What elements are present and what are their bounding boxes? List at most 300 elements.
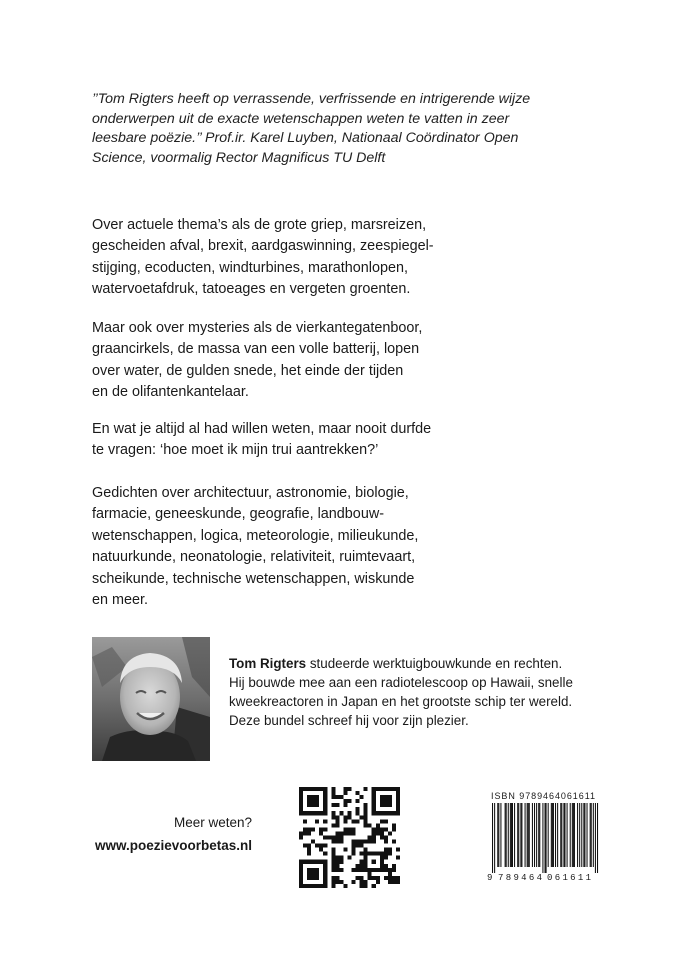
qr-module (311, 876, 315, 880)
qr-module (380, 831, 384, 835)
qr-module (392, 864, 396, 868)
qr-module (364, 823, 368, 827)
qr-module (396, 795, 400, 799)
qr-module (319, 787, 323, 791)
paragraph-line: en de olifantenkantelaar. (92, 384, 249, 401)
qr-module (392, 840, 396, 844)
paragraph-line: En wat je altijd al had willen weten, maar nooit durfde (92, 421, 432, 437)
quote-line: leesbare poëzie.’’ Prof.ir. Karel Luyben, Nationaal Coördinator Open (92, 130, 519, 147)
barcode-digits-middle: 789464 (498, 873, 542, 882)
qr-module (376, 876, 380, 880)
qr-module (380, 856, 384, 860)
qr-module (315, 803, 319, 807)
subjects-paragraph (92, 483, 562, 611)
qr-module (364, 860, 368, 864)
qr-module (352, 840, 356, 844)
qr-module (343, 815, 347, 819)
qr-module (299, 831, 303, 835)
barcode-bar (545, 803, 546, 873)
qr-module (319, 860, 323, 864)
qr-module (319, 848, 323, 852)
qr-module (323, 791, 327, 795)
qr-module (331, 864, 335, 868)
qr-module (356, 799, 360, 803)
qr-module (360, 844, 364, 848)
qr-module (303, 831, 307, 835)
barcode-bar (500, 803, 501, 867)
paragraph-line: wetenschappen, logica, meteorologie, milieukunde, (92, 527, 419, 544)
barcode-bar (572, 803, 573, 867)
qr-module (352, 819, 356, 823)
barcode-bar (597, 803, 598, 873)
qr-module (303, 860, 307, 864)
qr-module (315, 844, 319, 848)
qr-module (372, 803, 376, 807)
qr-module (299, 868, 303, 872)
qr-module (343, 848, 347, 852)
qr-module (376, 811, 380, 815)
qr-module (299, 884, 303, 888)
barcode-bar (536, 803, 537, 867)
qr-module (364, 819, 368, 823)
qr-module (307, 844, 311, 848)
qr-module (364, 868, 368, 872)
qr-module (303, 827, 307, 831)
qr-module (339, 880, 343, 884)
qr-module (388, 831, 392, 835)
qr-module (323, 827, 327, 831)
qr-module (315, 872, 319, 876)
barcode-bar (591, 803, 592, 867)
qr-module (392, 868, 396, 872)
qr-module (347, 827, 351, 831)
qr-module (384, 827, 388, 831)
qr-module (311, 795, 315, 799)
barcode-bar (521, 803, 522, 867)
qr-module (319, 827, 323, 831)
bio-line (229, 654, 629, 673)
qr-module (364, 815, 368, 819)
qr-module (364, 852, 368, 856)
qr-module (380, 868, 384, 872)
qr-module (360, 795, 364, 799)
qr-module (384, 840, 388, 844)
qr-module (356, 819, 360, 823)
qr-module (396, 880, 400, 884)
barcode-bar (525, 803, 526, 867)
barcode-bar (542, 803, 543, 873)
qr-module (311, 811, 315, 815)
qr-module (396, 876, 400, 880)
qr-module (331, 848, 335, 852)
qr-module (323, 876, 327, 880)
qr-module (307, 799, 311, 803)
qr-module (392, 787, 396, 791)
qr-module (331, 856, 335, 860)
qr-module (396, 856, 400, 860)
qr-module (372, 884, 376, 888)
qr-module (335, 860, 339, 864)
qr-module (315, 860, 319, 864)
barcode-bar (593, 803, 594, 867)
qr-module (299, 872, 303, 876)
qr-module (376, 868, 380, 872)
qr-module (311, 884, 315, 888)
qr-module (343, 791, 347, 795)
paragraph-line: gescheiden afval, brexit, aardgaswinning, zeespiegel- (92, 238, 434, 255)
barcode-bar (527, 803, 528, 867)
isbn-label: ISBN 9789464061611 (491, 791, 595, 801)
barcode-bar (577, 803, 578, 867)
qr-module (335, 823, 339, 827)
qr-module (339, 835, 343, 839)
qr-module (352, 852, 356, 856)
qr-module (360, 840, 364, 844)
qr-module (392, 823, 396, 827)
qr-module (335, 831, 339, 835)
qr-module (323, 884, 327, 888)
qr-module (388, 868, 392, 872)
qr-module (339, 840, 343, 844)
barcode-bar (506, 803, 507, 867)
quote-line: onderwerpen uit de exacte wetenschappen weten te vatten in zeer (92, 110, 510, 127)
barcode-bar (552, 803, 553, 867)
qr-module (319, 884, 323, 888)
qr-module (335, 876, 339, 880)
qr-module (384, 811, 388, 815)
barcode-bar (510, 803, 511, 867)
qr-module (323, 803, 327, 807)
qr-module (368, 852, 372, 856)
qr-module (376, 827, 380, 831)
qr-module (327, 835, 331, 839)
paragraph-line: scheikunde, technische wetenschappen, wiskunde (92, 570, 415, 587)
qr-module (343, 884, 347, 888)
qr-module (352, 868, 356, 872)
isbn-barcode (484, 790, 602, 882)
qr-module (303, 811, 307, 815)
barcode-bar (587, 803, 588, 867)
qr-module (323, 860, 327, 864)
qr-module (343, 819, 347, 823)
qr-module (335, 868, 339, 872)
qr-module (331, 884, 335, 888)
qr-module (299, 807, 303, 811)
qr-module (331, 815, 335, 819)
qr-module (307, 795, 311, 799)
qr-module (335, 835, 339, 839)
qr-module (368, 872, 372, 876)
qr-module (384, 864, 388, 868)
qr-module (303, 884, 307, 888)
qr-module (299, 835, 303, 839)
qr-module (315, 811, 319, 815)
author-name: Tom Rigters (229, 656, 307, 671)
barcode-bar (551, 803, 552, 867)
barcode-bar (529, 803, 530, 867)
qr-module (307, 787, 311, 791)
barcode-digit-left: 9 (487, 873, 493, 882)
qr-module (356, 811, 360, 815)
qr-module (356, 864, 360, 868)
barcode-bar (498, 803, 499, 867)
qr-module (376, 831, 380, 835)
qr-module (364, 856, 368, 860)
qr-module (388, 852, 392, 856)
qr-module (323, 864, 327, 868)
qr-module (364, 803, 368, 807)
qr-module (311, 860, 315, 864)
qr-module (372, 827, 376, 831)
qr-module (343, 827, 347, 831)
qr-module (323, 811, 327, 815)
qr-module (364, 880, 368, 884)
qr-module (323, 787, 327, 791)
qr-module (388, 803, 392, 807)
qr-module (331, 795, 335, 799)
qr-module (372, 868, 376, 872)
qr-module (392, 811, 396, 815)
qr-module (376, 823, 380, 827)
author-bio (229, 654, 629, 730)
barcode-bar (518, 803, 519, 867)
barcode-bar (492, 803, 493, 873)
qr-module (384, 856, 388, 860)
qr-module (356, 876, 360, 880)
paragraph-line: en meer. (92, 592, 148, 609)
barcode-bar (557, 803, 558, 867)
topics-paragraph (92, 215, 562, 301)
qr-module (396, 803, 400, 807)
qr-module (331, 803, 335, 807)
qr-module (372, 835, 376, 839)
qr-module (396, 791, 400, 795)
qr-module (323, 795, 327, 799)
qr-module (307, 827, 311, 831)
qr-code[interactable] (299, 787, 400, 888)
qr-module (360, 864, 364, 868)
qr-module (307, 852, 311, 856)
paragraph-line: Over actuele thema’s als de grote griep, marsreizen, (92, 217, 427, 233)
barcode-bar (494, 803, 495, 873)
qr-module (384, 787, 388, 791)
qr-module (384, 876, 388, 880)
qr-module (347, 831, 351, 835)
qr-module (364, 807, 368, 811)
qr-module (319, 831, 323, 835)
qr-module (315, 819, 319, 823)
qr-module (311, 787, 315, 791)
qr-module (335, 864, 339, 868)
qr-module (331, 876, 335, 880)
barcode-bar (534, 803, 535, 867)
mysteries-paragraph (92, 318, 562, 404)
qr-module (335, 819, 339, 823)
qr-module (356, 840, 360, 844)
barcode-digits-right: 061611 (547, 873, 591, 882)
qr-module (299, 864, 303, 868)
paragraph-line: farmacie, geneeskunde, geografie, landbouw- (92, 506, 385, 523)
qr-module (299, 860, 303, 864)
qr-module (372, 852, 376, 856)
qr-module (384, 795, 388, 799)
qr-module (356, 791, 360, 795)
qr-module (364, 884, 368, 888)
barcode-bar (512, 803, 513, 867)
qr-module (299, 876, 303, 880)
qr-module (396, 787, 400, 791)
qr-module (396, 811, 400, 815)
paragraph-line: stijging, ecoducten, windturbines, marathonlopen, (92, 259, 408, 276)
barcode-bar (590, 803, 591, 867)
qr-module (388, 799, 392, 803)
qr-module (384, 835, 388, 839)
qr-module (315, 876, 319, 880)
qr-module (364, 840, 368, 844)
qr-module (315, 868, 319, 872)
qr-module (396, 807, 400, 811)
qr-module (380, 819, 384, 823)
qr-module (311, 872, 315, 876)
qr-module (356, 807, 360, 811)
barcode-bar (528, 803, 529, 867)
qr-module (335, 880, 339, 884)
barcode-bar (581, 803, 582, 867)
qr-module (335, 803, 339, 807)
qr-module (380, 835, 384, 839)
qr-module (331, 823, 335, 827)
qr-module (323, 807, 327, 811)
barcode-bar (539, 803, 540, 867)
qr-module (331, 852, 335, 856)
qr-module (311, 799, 315, 803)
bio-line: Hij bouwde mee aan een radiotelescoop op Hawaii, snelle (229, 675, 573, 690)
qr-module (303, 844, 307, 848)
contact-question: Meer weten? (173, 815, 252, 830)
qr-module (311, 868, 315, 872)
qr-module (384, 852, 388, 856)
qr-module (323, 835, 327, 839)
qr-module (364, 811, 368, 815)
paragraph-line: Maar ook over mysteries als de vierkantegatenboor, (92, 320, 423, 336)
qr-module (388, 811, 392, 815)
barcode-bar (595, 803, 596, 873)
qr-module (360, 880, 364, 884)
qr-module (364, 787, 368, 791)
qr-module (307, 811, 311, 815)
qr-module (307, 884, 311, 888)
barcode-bar (564, 803, 565, 867)
qr-module (380, 795, 384, 799)
barcode-bar (560, 803, 561, 867)
barcode-bar (584, 803, 585, 867)
qr-module (372, 807, 376, 811)
qr-module (323, 852, 327, 856)
qr-module (339, 831, 343, 835)
qr-module (392, 876, 396, 880)
qr-module (352, 848, 356, 852)
qr-module (352, 880, 356, 884)
qr-module (339, 795, 343, 799)
barcode-bar (570, 803, 571, 867)
qr-module (372, 799, 376, 803)
qr-module (380, 860, 384, 864)
barcode-bar (567, 803, 568, 867)
qr-module (372, 876, 376, 880)
qr-module (299, 811, 303, 815)
author-photo (92, 637, 210, 761)
qr-module (384, 848, 388, 852)
qr-module (303, 819, 307, 823)
qr-module (307, 803, 311, 807)
qr-module (380, 827, 384, 831)
barcode-bar (561, 803, 562, 867)
bio-line: Deze bundel schreef hij voor zijn plezier. (229, 713, 469, 728)
barcode-bars (492, 803, 598, 873)
qr-module (360, 852, 364, 856)
paragraph-line: watervoetafdruk, tatoeages en vergeten groenten. (92, 281, 411, 298)
qr-module (343, 787, 347, 791)
qr-module (388, 848, 392, 852)
paragraph-line: graancirkels, de massa van een volle batterij, lopen (92, 341, 420, 358)
qr-module (307, 831, 311, 835)
barcode-bar (514, 803, 515, 867)
qr-module (315, 795, 319, 799)
qr-module (299, 799, 303, 803)
qr-module (380, 799, 384, 803)
qr-module (303, 787, 307, 791)
qr-module (376, 787, 380, 791)
endorsement-quote (92, 90, 592, 168)
qr-module (315, 884, 319, 888)
qr-module (323, 799, 327, 803)
paragraph-line: natuurkunde, neonatologie, relativiteit, ruimtevaart, (92, 549, 416, 566)
barcode-bar (573, 803, 574, 867)
quote-line: ’’Tom Rigters heeft op verrassende, verfrissende en intrigerende wijze (92, 91, 531, 107)
qr-module (380, 864, 384, 868)
qr-module (311, 827, 315, 831)
qr-module (352, 844, 356, 848)
barcode-bar (505, 803, 506, 867)
barcode-bar (520, 803, 521, 867)
qr-module (360, 815, 364, 819)
qr-module (335, 815, 339, 819)
qr-module (372, 831, 376, 835)
qr-module (347, 799, 351, 803)
barcode-bar (546, 803, 547, 873)
qr-module (372, 860, 376, 864)
barcode-bar (553, 803, 554, 867)
barcode-bar (517, 803, 518, 867)
qr-module (331, 860, 335, 864)
qr-module (343, 803, 347, 807)
barcode-bar (511, 803, 512, 867)
qr-module (380, 811, 384, 815)
website-link[interactable]: www.poezievoorbetas.nl (94, 838, 252, 853)
barcode-bar (574, 803, 575, 867)
barcode-bar (508, 803, 509, 867)
qr-module (299, 795, 303, 799)
qr-module (368, 835, 372, 839)
qr-module (380, 787, 384, 791)
qr-module (315, 787, 319, 791)
qr-module (384, 803, 388, 807)
qr-module (307, 872, 311, 876)
qr-module (331, 811, 335, 815)
qr-module (335, 856, 339, 860)
qr-module (360, 876, 364, 880)
qr-module (388, 872, 392, 876)
